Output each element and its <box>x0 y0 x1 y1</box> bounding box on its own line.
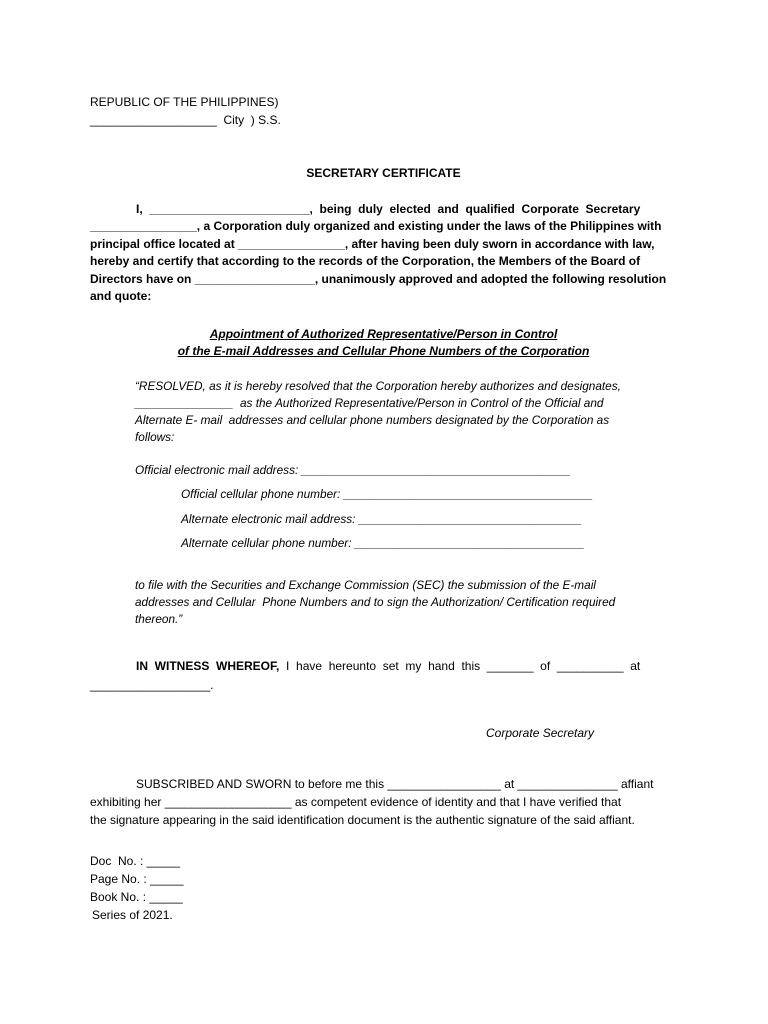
certification-line: principal office located at ________________, after having been duly sworn in accordance with law, <box>90 236 655 251</box>
certification-line: hereby and certify that according to the records of the Corporation, the Members of the Board of <box>90 254 641 268</box>
notarial-register <box>90 852 677 924</box>
resolution-line: “RESOLVED, as it is hereby resolved that the Corporation hereby authorizes and designates, <box>135 378 621 393</box>
jurat-line: the signature appearing in the said identification document is the authentic signature of the said affiant. <box>90 813 635 827</box>
resolution-line: _______________ as the Authorized Representative/Person in Control of the Official and <box>135 395 604 410</box>
book-number: Book No. : _____ <box>90 890 183 904</box>
venue-header <box>90 94 677 129</box>
certification-line: Directors have on __________________, unanimously approved and adopted the following resolution <box>90 271 667 286</box>
resolution-subheading <box>90 326 677 360</box>
alternate-email-field: Alternate electronic mail address: __________________________________ <box>181 511 582 526</box>
filing-line: to file with the Securities and Exchange Commission (SEC) the submission of the E-mail <box>135 577 596 592</box>
certification-paragraph <box>90 201 677 306</box>
filing-line: addresses and Cellular Phone Numbers and to sign the Authorization/ Certification required <box>135 594 616 609</box>
jurat-paragraph <box>90 775 677 829</box>
resolution-line: follows: <box>135 429 175 444</box>
document-title: SECRETARY CERTIFICATE <box>306 166 461 180</box>
witness-line <box>90 657 677 676</box>
filing-instruction <box>135 577 625 628</box>
venue-republic: REPUBLIC OF THE PHILIPPINES) <box>90 95 279 109</box>
alternate-phone-field: Alternate cellular phone number: ___________________________________ <box>181 536 585 550</box>
certification-line: and quote: <box>90 289 152 303</box>
witness-line: __________________. <box>90 677 214 692</box>
jurat-line: SUBSCRIBED AND SWORN to before me this _________________ at _______________ affiant <box>136 777 654 791</box>
subheading-line: of the E-mail Addresses and Cellular Phone Numbers of the Corporation <box>177 343 590 358</box>
jurat-line: exhibiting her ___________________ as competent evidence of identity and that I have verified that <box>90 795 622 809</box>
witness-paragraph <box>90 657 677 695</box>
page-number: Page No. : _____ <box>90 872 184 886</box>
subheading-line: Appointment of Authorized Representative/Person in Control <box>209 326 558 341</box>
resolution-text <box>135 378 625 446</box>
series-year: Series of 2021. <box>92 908 173 922</box>
signature-label: Corporate Secretary <box>486 725 595 740</box>
witness-lead: IN WITNESS WHEREOF, <box>136 658 280 673</box>
document-page <box>90 94 677 924</box>
certification-line: ________________, a Corporation duly organized and existing under the laws of the Philippines with <box>90 219 662 233</box>
resolution-line: Alternate E- mail addresses and cellular phone numbers designated by the Corporation as <box>135 412 610 427</box>
official-phone-field: Official cellular phone number: ______________________________________ <box>181 487 593 501</box>
venue-city: ___________________ City ) S.S. <box>90 112 281 127</box>
doc-number: Doc No. : _____ <box>90 854 181 868</box>
official-email-field: Official electronic mail address: _________________________________________ <box>135 462 571 477</box>
certification-line: I, ________________________, being duly elected and qualified Corporate Secretary <box>136 201 641 216</box>
filing-line: thereon.” <box>135 611 183 626</box>
witness-line-rest: I have hereunto set my hand this _______ of __________ at <box>279 658 641 673</box>
